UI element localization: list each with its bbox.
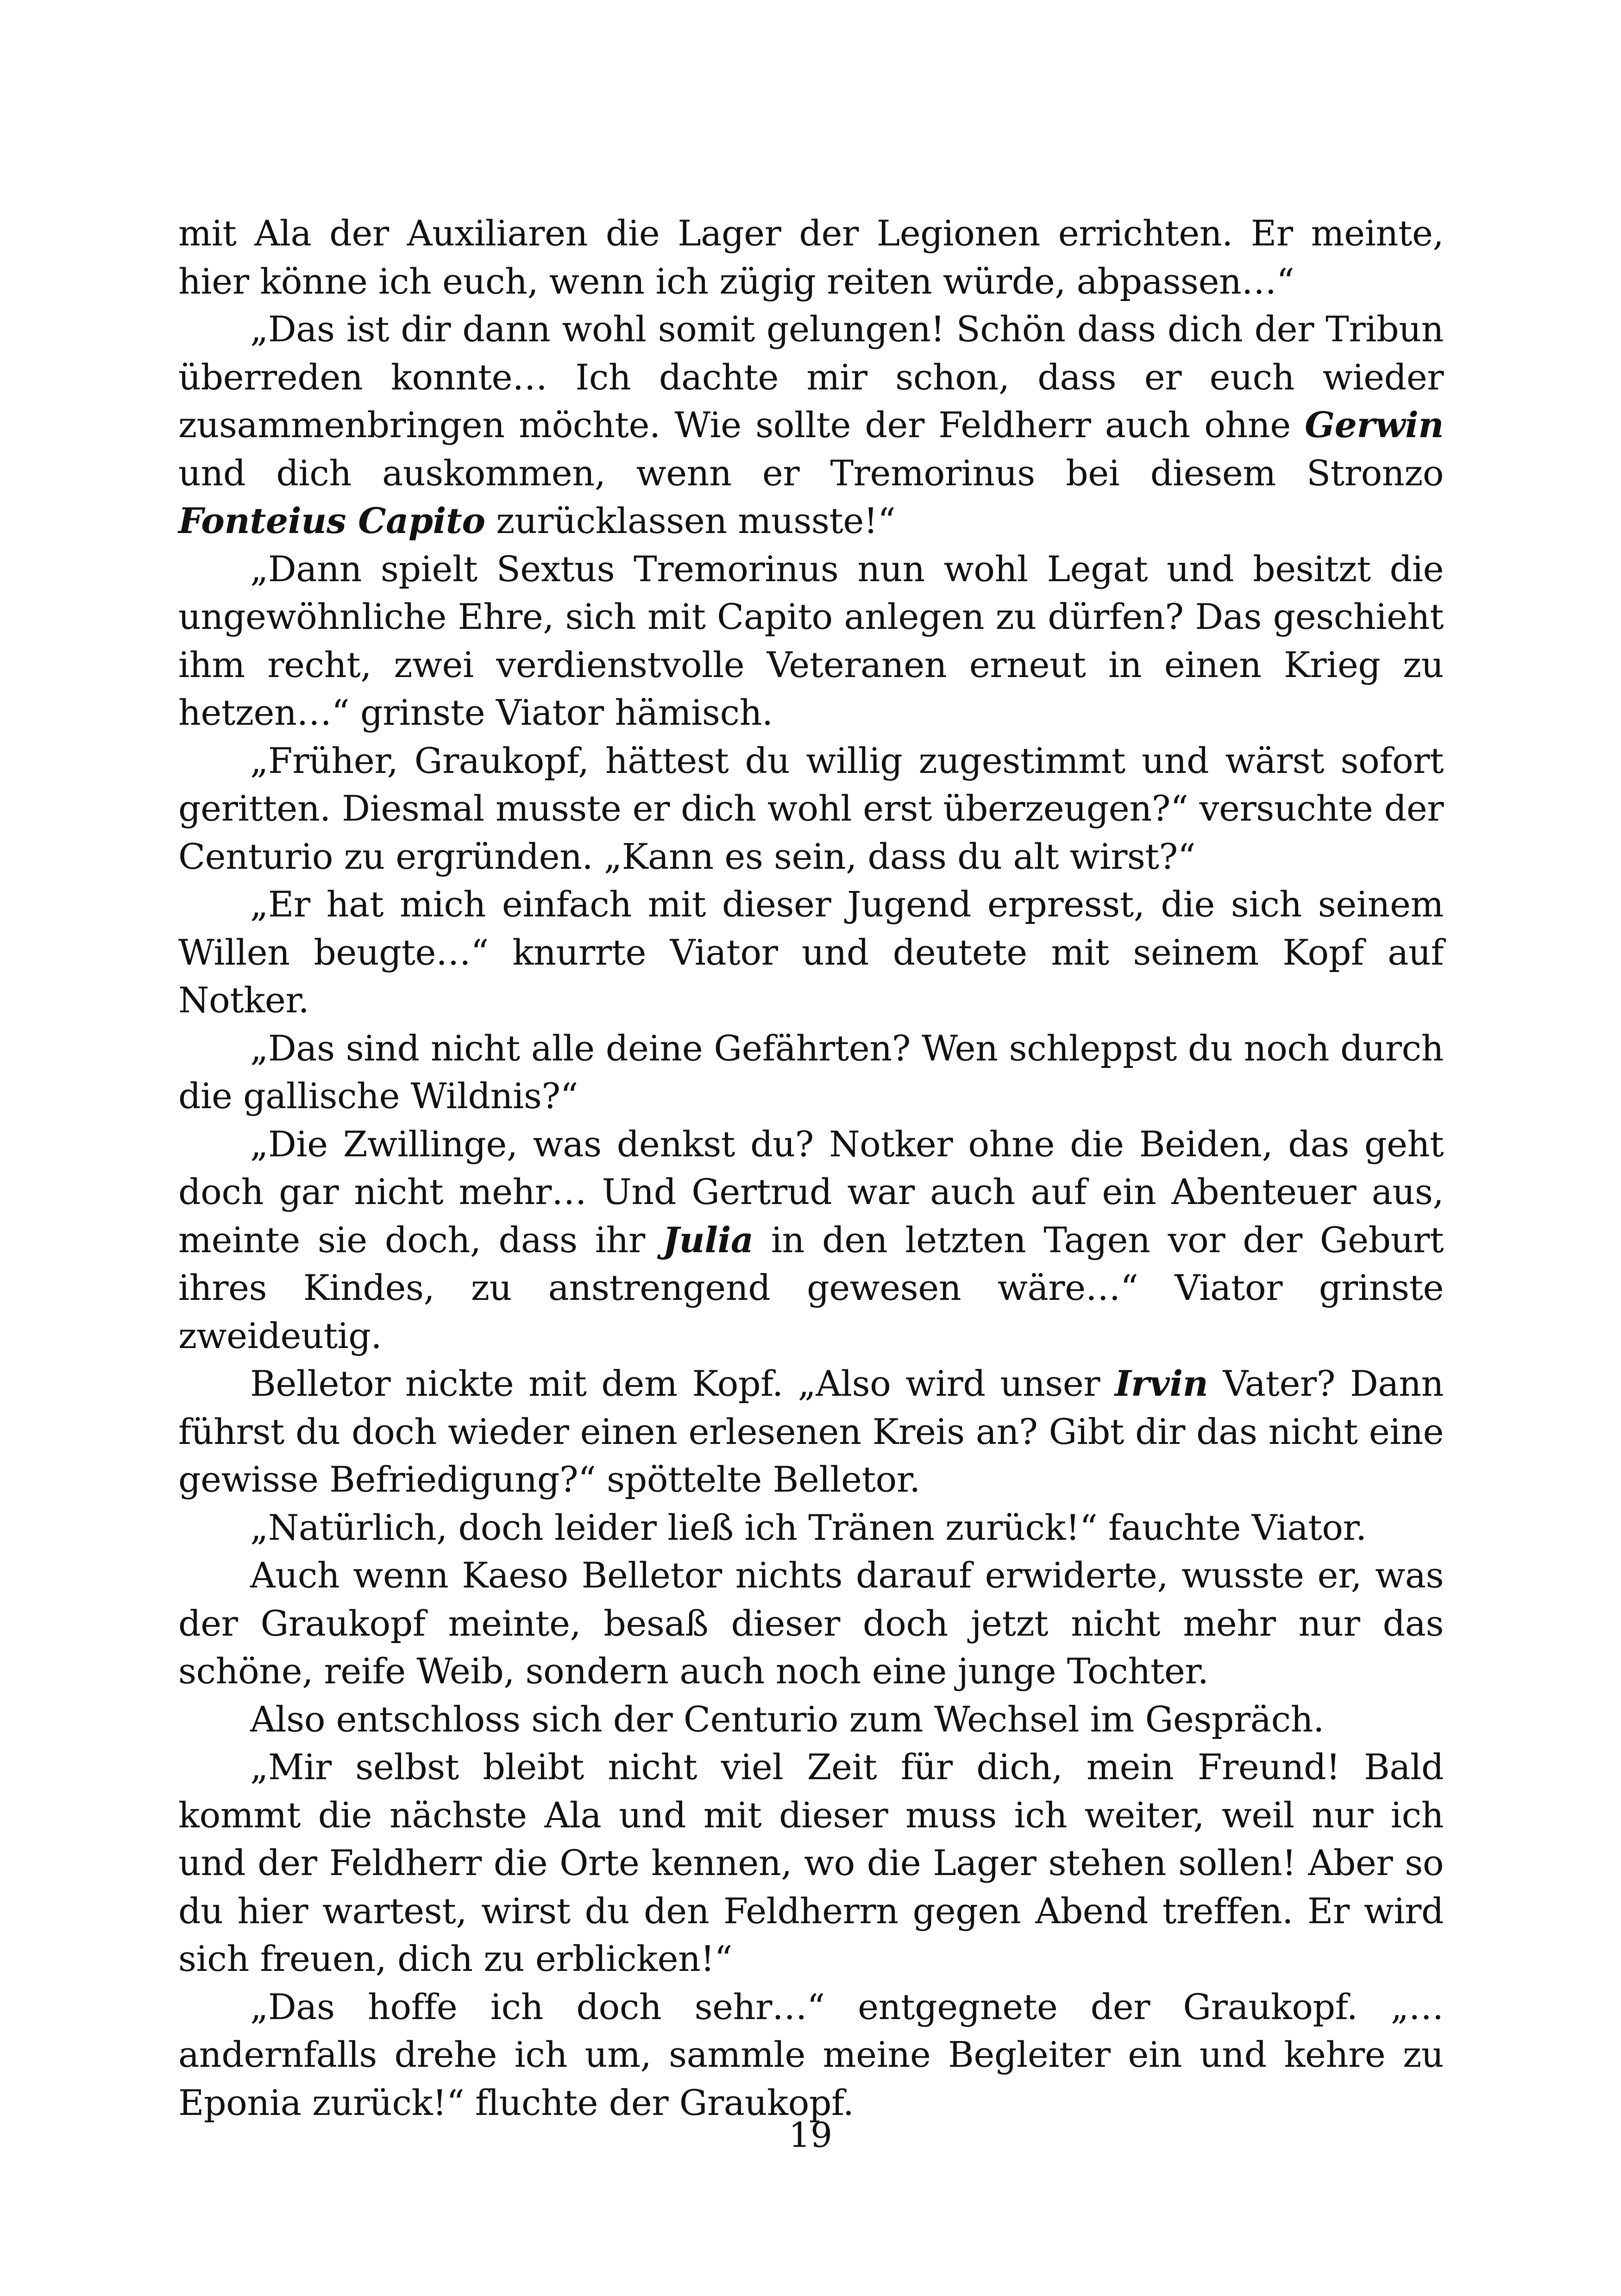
text-run: mit Ala der Auxiliaren die Lager der Legionen errichten. Er meinte, hier könne ich euch, wenn ich zügig reiten würde, abpassen…“ — [178, 213, 1444, 302]
paragraph — [178, 1360, 1444, 1504]
paragraph — [178, 1695, 1444, 1744]
text-run: „Mir selbst bleibt nicht viel Zeit für dich, mein Freund! Bald kommt die nächste Ala und mit dieser muss ich weiter, weil nur ich und der Feldherr die Orte kennen, wo die Lager stehen sollen! Aber so du hier wartest, wirst du den Feldherrn gegen Abend treffen. Er wird sich freuen, dich zu erblicken!“ — [178, 1746, 1444, 1979]
paragraph — [178, 737, 1444, 881]
text-run: „Das ist dir dann wohl somit gelungen! Schön dass dich der Tribun überreden konnte… Ich dachte mir schon, dass er euch wieder zusammenbringen möchte. Wie sollte der Feldherr auch ohne — [178, 308, 1444, 445]
emphasized-name: Irvin — [1114, 1363, 1208, 1404]
text-run: Vater? Dann führst du doch wieder einen erlesenen Kreis an? Gibt dir das nicht eine gewisse Befriedigung?“ spöttelte Belletor. — [178, 1363, 1444, 1500]
page-body-text — [178, 209, 1444, 2127]
text-run: „Dann spielt Sextus Tremorinus nun wohl Legat und besitzt die ungewöhnliche Ehre, sich mit Capito anlegen zu dürfen? Das geschieht ihm recht, zwei verdienstvolle Veteranen erneut in einen Krieg zu hetzen…“ grinste Viator hämisch. — [178, 548, 1444, 733]
paragraph — [178, 1551, 1444, 1695]
emphasized-name: Julia — [662, 1219, 754, 1261]
text-run: Also entschloss sich der Centurio zum Wechsel im Gespräch. — [250, 1698, 1324, 1740]
emphasized-name: Gerwin — [1305, 404, 1444, 445]
text-run: zurücklassen musste!“ — [485, 500, 896, 541]
text-run: „Früher, Graukopf, hättest du willig zugestimmt und wärst sofort geritten. Diesmal musste er dich wohl erst überzeugen?“ versuchte der Centurio zu ergründen. „Kann es sein, dass du alt wirst?“ — [178, 740, 1444, 877]
paragraph — [178, 1743, 1444, 1983]
text-run: „Das hoffe ich doch sehr…“ entgegnete der Graukopf. „…andernfalls drehe ich um, sammle meine Begleiter ein und kehre zu Eponia zurück!“ fluchte der Graukopf. — [178, 1986, 1444, 2123]
text-run: „Die Zwillinge, was denkst du? Notker ohne die Beiden, das geht doch gar nicht mehr… Und Gertrud war auch auf ein Abenteuer aus, meinte sie doch, dass ihr — [178, 1123, 1444, 1261]
paragraph — [178, 1983, 1444, 2127]
paragraph — [178, 880, 1444, 1024]
text-run: in den letzten Tagen vor der Geburt ihres Kindes, zu anstrengend gewesen wäre…“ Viator grinste zweideutig. — [178, 1219, 1444, 1356]
emphasized-name: Fonteius Capito — [178, 500, 485, 541]
paragraph — [178, 305, 1444, 545]
paragraph — [178, 1504, 1444, 1552]
text-run: „Natürlich, doch leider ließ ich Tränen zurück!“ fauchte Viator. — [250, 1506, 1367, 1548]
text-run: „Das sind nicht alle deine Gefährten? Wen schleppst du noch durch die gallische Wildnis?“ — [178, 1027, 1444, 1117]
paragraph — [178, 1120, 1444, 1360]
page-number: 19 — [788, 2115, 833, 2155]
paragraph — [178, 209, 1444, 305]
paragraph — [178, 1024, 1444, 1120]
text-run: „Er hat mich einfach mit dieser Jugend erpresst, die sich seinem Willen beugte…“ knurrte Viator und deutete mit seinem Kopf auf Notker. — [178, 884, 1444, 1021]
paragraph — [178, 545, 1444, 737]
text-run: und dich auskommen, wenn er Tremorinus bei diesem Stronzo — [178, 452, 1444, 494]
text-run: Auch wenn Kaeso Belletor nichts darauf erwiderte, wusste er, was der Graukopf meinte, besaß dieser doch jetzt nicht mehr nur das schöne, reife Weib, sondern auch noch eine junge Tochter. — [178, 1555, 1444, 1692]
text-run: Belletor nickte mit dem Kopf. „Also wird unser — [250, 1363, 1115, 1404]
